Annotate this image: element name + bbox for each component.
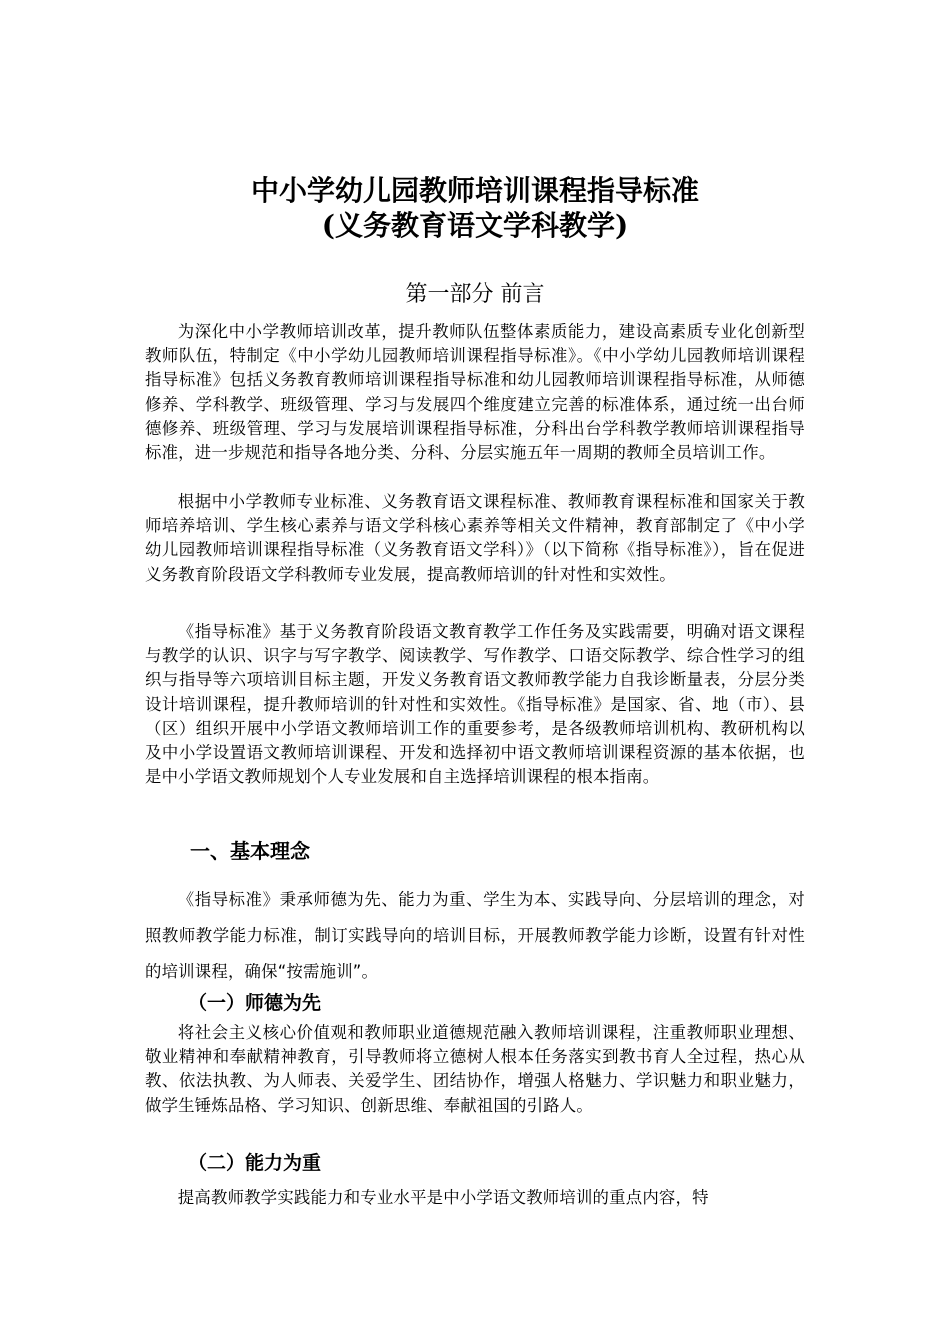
part-heading: 第一部分 前言 [405,282,545,307]
subsection-heading-ability-focus: （二）能力为重 [188,1152,322,1174]
subsection-paragraph-ability-focus: 提高教师教学实践能力和专业水平是中小学语文教师培训的重点内容，特 [177,1188,709,1207]
section-heading-basic-concept: 一、基本理念 [190,839,310,863]
preface-paragraph-3: 《指导标准》基于义务教育阶段语文教育教学工作任务及实践需要，明确对语文课程与教学的认识、识字与写字教学、阅读教学、写作教学、口语交际教学、综合性学习的组织与指导等六项培训目标主题，开发义务教育语文教师教学能力自我诊断量表，分层分类设计培训课程，提升教师培训的针对性和实效性。《指导标准》是国家、省、地（市）、县（区）组织开展中小学语文教师培训工作的重要参考，是各级教师培训机构、教研机构以及中小学设置语文教师培训课程、开发和选择初中语文教师培训课程资源的基本依据，也是中小学语文教师规划个人专业发展和自主选择培训课程的根本指南。 [145,622,805,787]
preface-paragraph-1: 为深化中小学教师培训改革，提升教师队伍整体素质能力，建设高素质专业化创新型教师队伍，特制定《中小学幼儿园教师培训课程指导标准》。《中小学幼儿园教师培训课程指导标准》包括义务教育教师培训课程指导标准和幼儿园教师培训课程指导标准，从师德修养、学科教学、班级管理、学习与发展四个维度建立完善的标准体系，通过统一出台师德修养、班级管理、学习与发展培训课程指导标准，分科出台学科教学教师培训课程指导标准，进一步规范和指导各地分类、分科、分层实施五年一周期的教师全员培训工作。 [145,322,805,463]
document-title-line2: (义务教育语文学科教学) [321,209,629,242]
preface-paragraph-2: 根据中小学教师专业标准、义务教育语文课程标准、教师教育课程标准和国家关于教师培养培训、学生核心素养与语文学科核心素养等相关文件精神，教育部制定了《中小学幼儿园教师培训课程指导标准（义务教育语文学科）》（以下简称《指导标准》），旨在促进义务教育阶段语文学科教师专业发展，提高教师培训的针对性和实效性。 [145,492,805,584]
section-intro-paragraph: 《指导标准》秉承师德为先、能力为重、学生为本、实践导向、分层培训的理念，对照教师教学能力标准，制订实践导向的培训目标，开展教师教学能力诊断，设置有针对性的培训课程，确保“按需施训”。 [145,890,805,981]
subsection-paragraph-ethics-first: 将社会主义核心价值观和教师职业道德规范融入教师培训课程，注重教师职业理想、敬业精神和奉献精神教育，引导教师将立德树人根本任务落实到教书育人全过程，热心从教、依法执教、为人师表、关爱学生、团结协作，增强人格魅力、学识魅力和职业魅力，做学生锤炼品格、学习知识、创新思维、奉献祖国的引路人。 [145,1023,805,1115]
subsection-heading-ethics-first: （一）师德为先 [188,992,322,1014]
document-title-line1: 中小学幼儿园教师培训课程指导标准 [250,174,699,207]
